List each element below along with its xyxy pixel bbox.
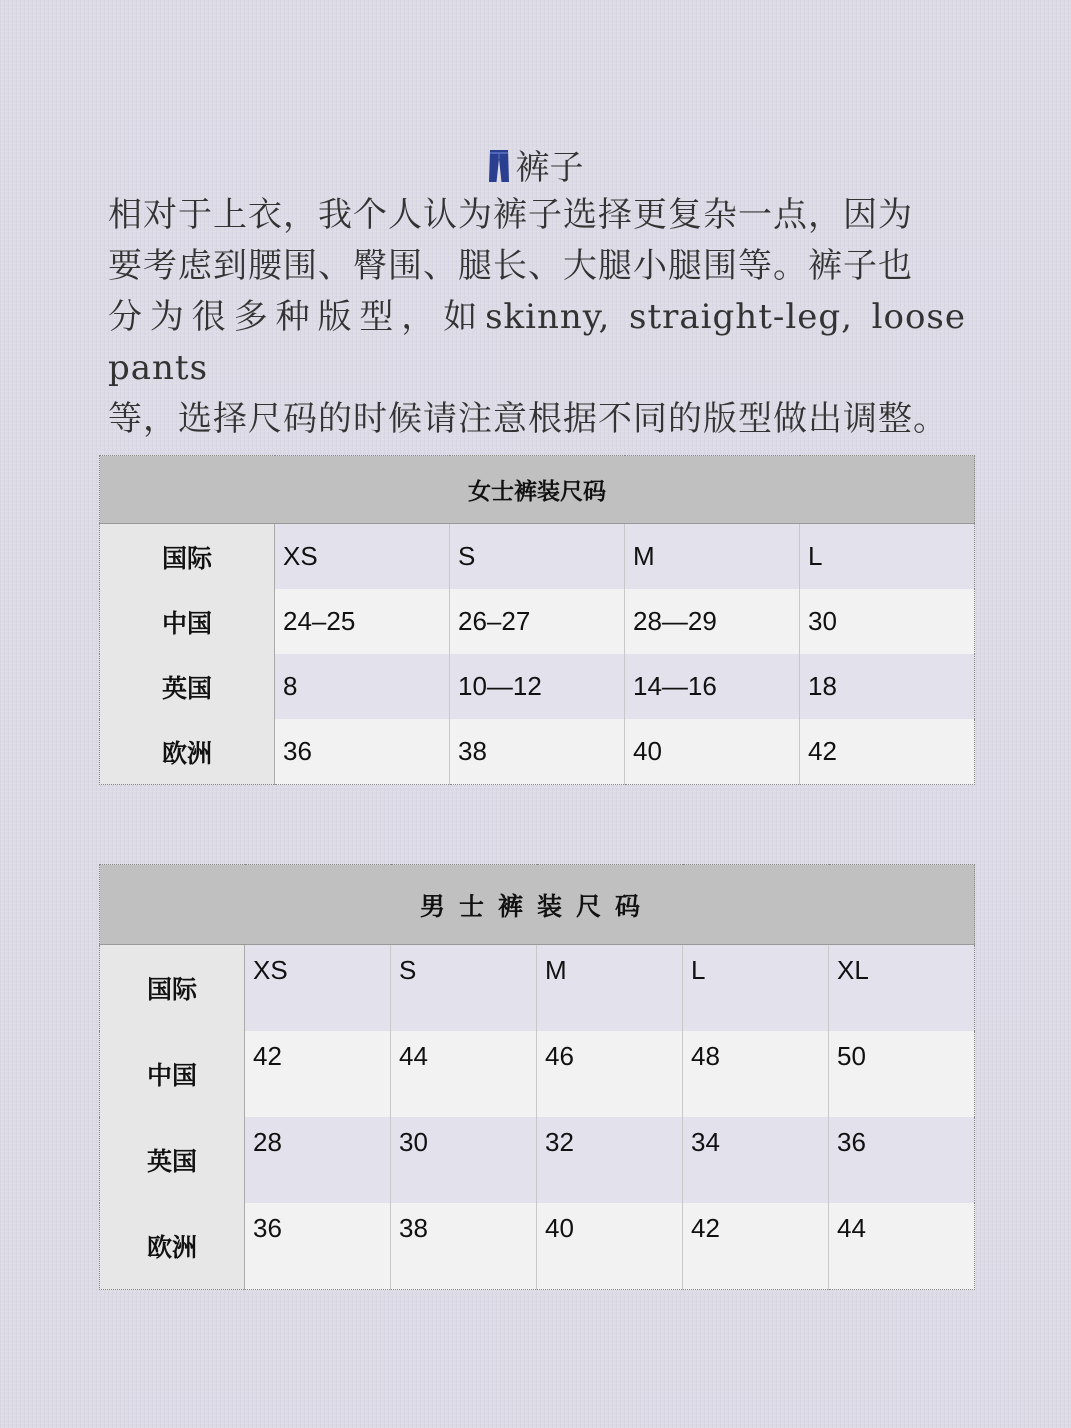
table-cell: 42 [683,1203,829,1290]
men-size-table [99,864,975,1290]
table-cell: M [537,945,683,1032]
row-label: 欧洲 [100,719,275,785]
row-label: 英国 [100,654,275,719]
table-cell: 38 [450,719,625,785]
table-cell: 10—12 [450,654,625,719]
table-cell: 40 [537,1203,683,1290]
table-cell: 40 [625,719,800,785]
table-cell: 24–25 [275,589,450,654]
table-cell: 50 [829,1031,975,1117]
title-text: 裤子 [515,148,584,188]
table-row [100,719,975,785]
table-cell: L [800,524,975,590]
table-row [100,945,975,1032]
table-cell: 18 [800,654,975,719]
row-label: 中国 [100,589,275,654]
table-caption: 女士裤装尺码 [100,456,975,524]
intro-line: 相对于上衣，我个人认为裤子选择更复杂一点，因为 [108,195,913,235]
row-label: 欧洲 [100,1203,245,1290]
page-title [0,140,1071,192]
table-cell: 44 [391,1031,537,1117]
women-size-table [99,455,975,785]
table-row [100,1117,975,1203]
table-row [100,524,975,590]
table-cell: 36 [829,1117,975,1203]
row-label: 国际 [100,945,245,1032]
table-cell: 46 [537,1031,683,1117]
table-caption: 男士裤装尺码 [100,865,975,945]
intro-paragraph [108,190,966,445]
table-cell: 28 [245,1117,391,1203]
table-cell: 8 [275,654,450,719]
table-cell: 28—29 [625,589,800,654]
table-row [100,1203,975,1290]
intro-line: 要考虑到腰围、臀围、腿长、大腿小腿围等。裤子也 [108,246,913,286]
table-cell: 14—16 [625,654,800,719]
table-cell: 32 [537,1117,683,1203]
table-cell: 34 [683,1117,829,1203]
table-cell: 42 [800,719,975,785]
table-cell: 30 [391,1117,537,1203]
row-label: 英国 [100,1117,245,1203]
intro-line: 等，选择尺码的时候请注意根据不同的版型做出调整。 [108,399,948,439]
table-row [100,654,975,719]
table-row [100,589,975,654]
table-cell: 36 [275,719,450,785]
table-cell: XS [275,524,450,590]
intro-line: 分为很多种版型，如skinny, straight-leg, loose pants [108,297,966,388]
table-cell: XL [829,945,975,1032]
table-cell: L [683,945,829,1032]
table-row [100,1031,975,1117]
row-label: 中国 [100,1031,245,1117]
table-cell: 30 [800,589,975,654]
table-cell: XS [245,945,391,1032]
table-cell: 44 [829,1203,975,1290]
table-cell: 42 [245,1031,391,1117]
table-cell: S [391,945,537,1032]
row-label: 国际 [100,524,275,590]
table-cell: M [625,524,800,590]
table-cell: 36 [245,1203,391,1290]
table-cell: S [450,524,625,590]
pants-icon [488,149,510,192]
table-cell: 26–27 [450,589,625,654]
table-cell: 48 [683,1031,829,1117]
table-cell: 38 [391,1203,537,1290]
